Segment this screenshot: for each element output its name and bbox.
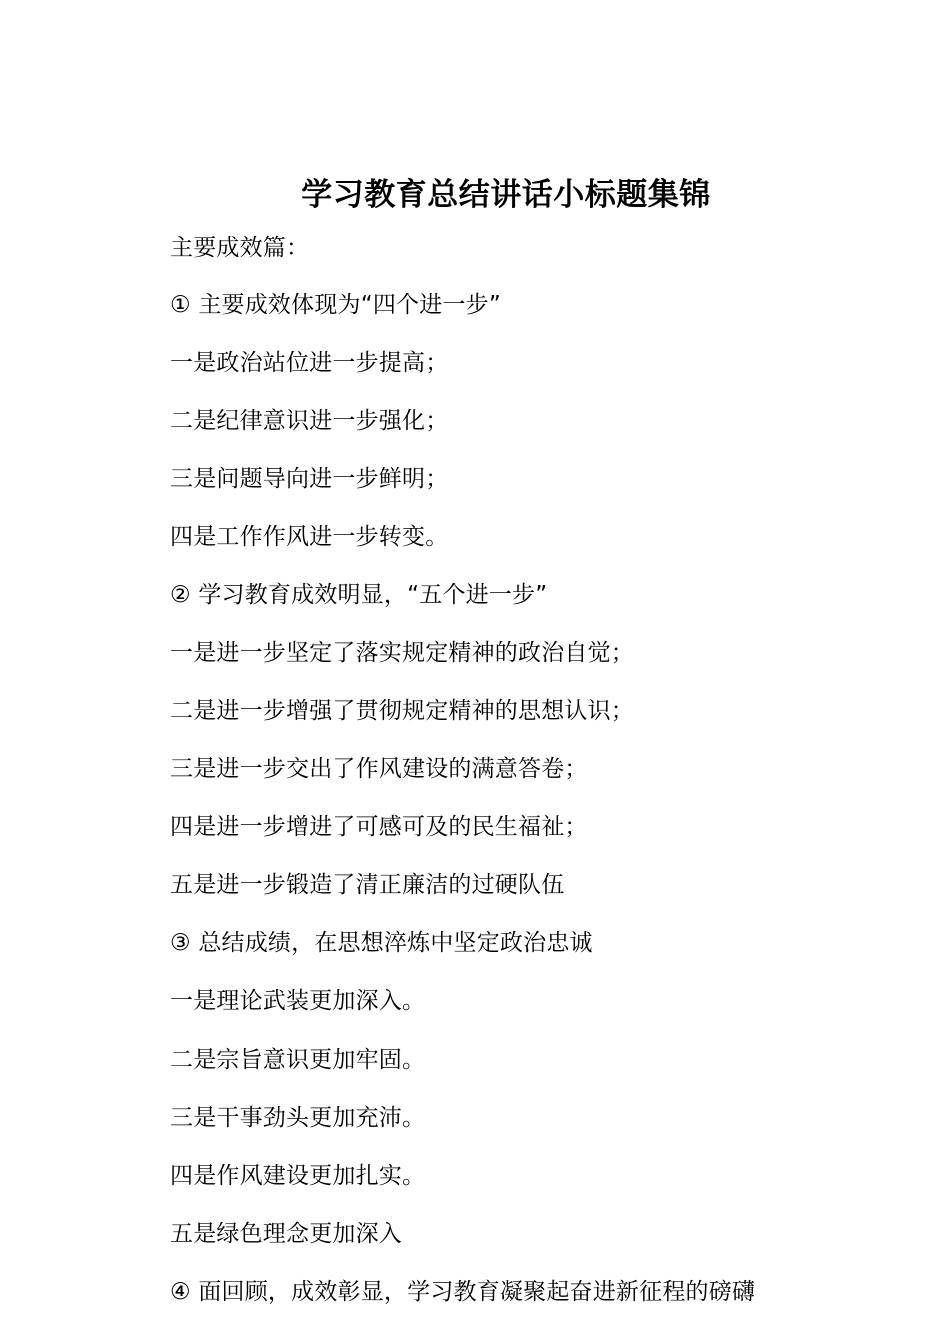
paragraph: ③ 总结成绩，在思想淬炼中坚定政治忠诚 [170, 930, 593, 957]
paragraph: ② 学习教育成效明显，“五个进一步” [170, 582, 548, 609]
paragraph: 四是进一步增进了可感可及的民生福祉； [170, 814, 588, 841]
paragraph: 五是进一步锻造了清正廉洁的过硬队伍 [170, 872, 565, 899]
paragraph: 四是工作作风进一步转变。 [170, 524, 449, 551]
paragraph: ④ 面回顾，成效彰显，学习教育凝聚起奋进新征程的磅礴 [170, 1278, 756, 1305]
paragraph: 二是进一步增强了贯彻规定精神的思想认识； [170, 698, 634, 725]
paragraph: 二是纪律意识进一步强化； [170, 407, 449, 434]
paragraph: 一是进一步坚定了落实规定精神的政治自觉； [170, 640, 634, 667]
page-title: 学习教育总结讲话小标题集锦 [301, 177, 711, 213]
paragraph: 一是政治站位进一步提高； [170, 349, 449, 376]
paragraph: ① 主要成效体现为“四个进一步” [170, 291, 501, 318]
paragraph: 三是进一步交出了作风建设的满意答卷； [170, 756, 588, 783]
paragraph: 五是绿色理念更加深入 [170, 1220, 402, 1247]
paragraph: 四是作风建设更加扎实。 [170, 1162, 426, 1189]
paragraph: 三是干事劲头更加充沛。 [170, 1104, 426, 1131]
paragraph: 二是宗旨意识更加牢固。 [170, 1046, 426, 1073]
paragraph: 主要成效篇： [170, 234, 310, 261]
paragraph: 一是理论武装更加深入。 [170, 988, 426, 1015]
paragraph: 三是问题导向进一步鲜明； [170, 466, 449, 493]
document-body [170, 233, 842, 1308]
